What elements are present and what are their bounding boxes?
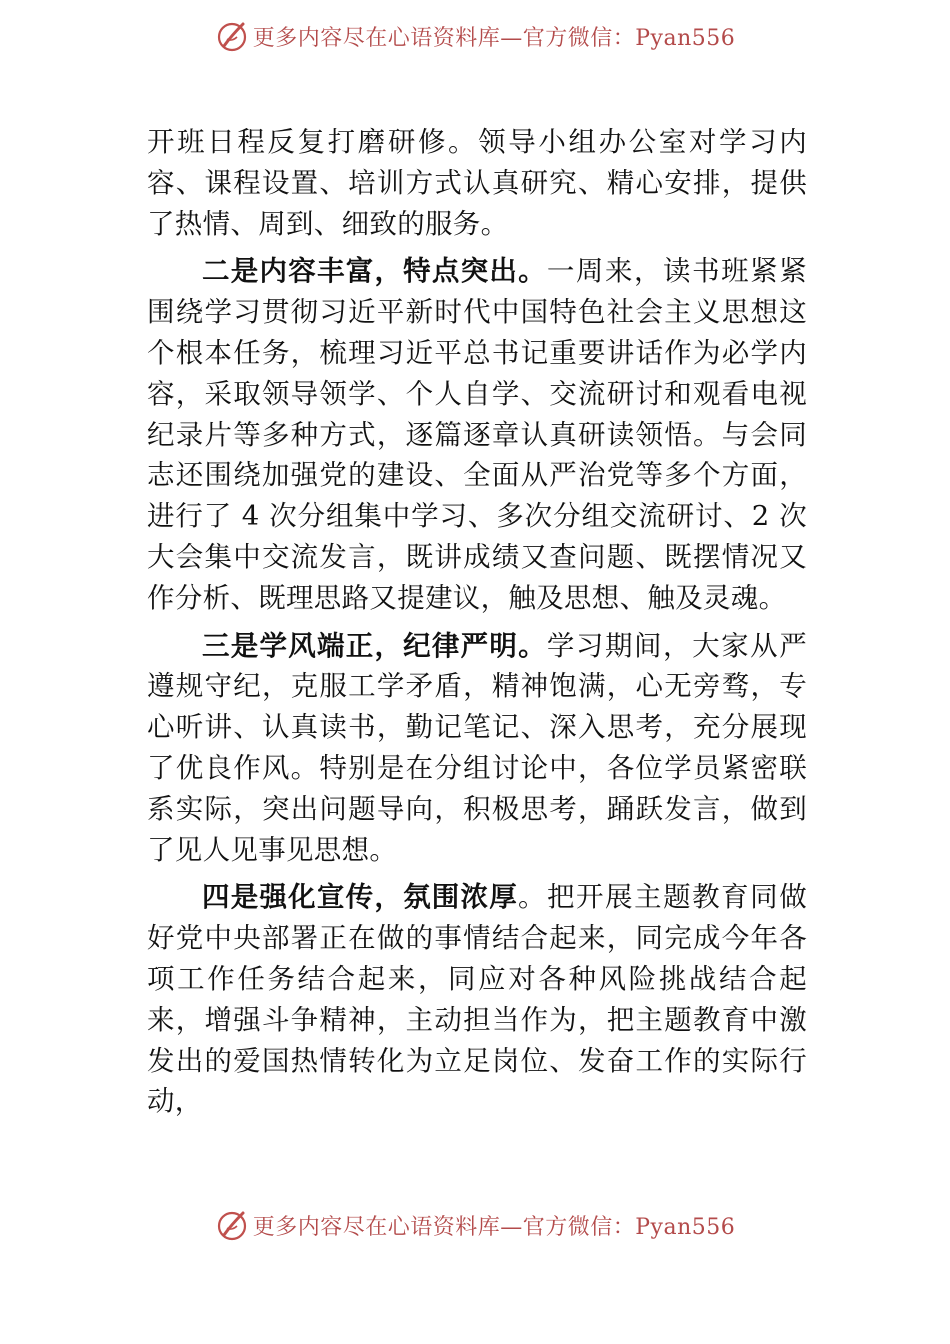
paragraph-2-lead: 二是内容丰富，特点突出。: [202, 255, 547, 288]
footer-watermark-text: 更多内容尽在心语资料库—官方微信：Pyan556: [252, 1214, 736, 1240]
header-watermark-text: 更多内容尽在心语资料库—官方微信：Pyan556: [252, 25, 736, 51]
footer-watermark: [0, 1205, 950, 1245]
paragraph-2-body: 一周来，读书班紧紧围绕学习贯彻习近平新时代中国特色社会主义思想这个根本任务，梳理习近平总书记重要讲话作为必学内容，采取领导领学、个人自学、交流研讨和观看电视纪录片等多种方式，逐篇逐章认真研读领悟。与会同志还围绕加强党的建设、全面从严治党等多个方面，进行了 4 次分组集中学习、多次分组交流研讨、2 次大会集中交流发言，既讲成绩又查问题、既摆情况又作分析、既理思路又提建议，触及思想、触及灵魂。: [147, 255, 808, 614]
paragraph-3-body: 学习期间，大家从严遵规守纪，克服工学矛盾，精神饱满，心无旁骛，专心听讲、认真读书，勤记笔记、深入思考，充分展现了优良作风。特别是在分组讨论中，各位学员紧密联系实际，突出问题导向，积极思考，踊跃发言，做到了见人见事见思想。: [147, 629, 808, 866]
paragraph-1-body: 开班日程反复打磨研修。领导小组办公室对学习内容、课程设置、培训方式认真研究、精心安排，提供了热情、周到、细致的服务。: [147, 126, 807, 240]
brush-logo-icon: [215, 1208, 249, 1242]
paragraph-4: [147, 877, 807, 1122]
paragraph-1: [147, 122, 807, 244]
paragraph-3: [147, 626, 807, 871]
paragraph-2: [147, 251, 807, 618]
document-body: [147, 122, 807, 1122]
paragraph-3-lead: 三是学风端正，纪律严明。: [202, 629, 547, 662]
paragraph-4-body: 。把开展主题教育同做好党中央部署正在做的事情结合起来，同完成今年各项工作任务结合起来，同应对各种风险挑战结合起来，增强斗争精神，主动担当作为，把主题教育中激发出的爱国热情转化为立足岗位、发奋工作的实际行动，: [147, 881, 808, 1118]
paragraph-4-lead: 四是强化宣传，氛围浓厚: [202, 881, 518, 914]
brush-logo-icon: [215, 19, 249, 53]
header-watermark: [0, 16, 950, 56]
